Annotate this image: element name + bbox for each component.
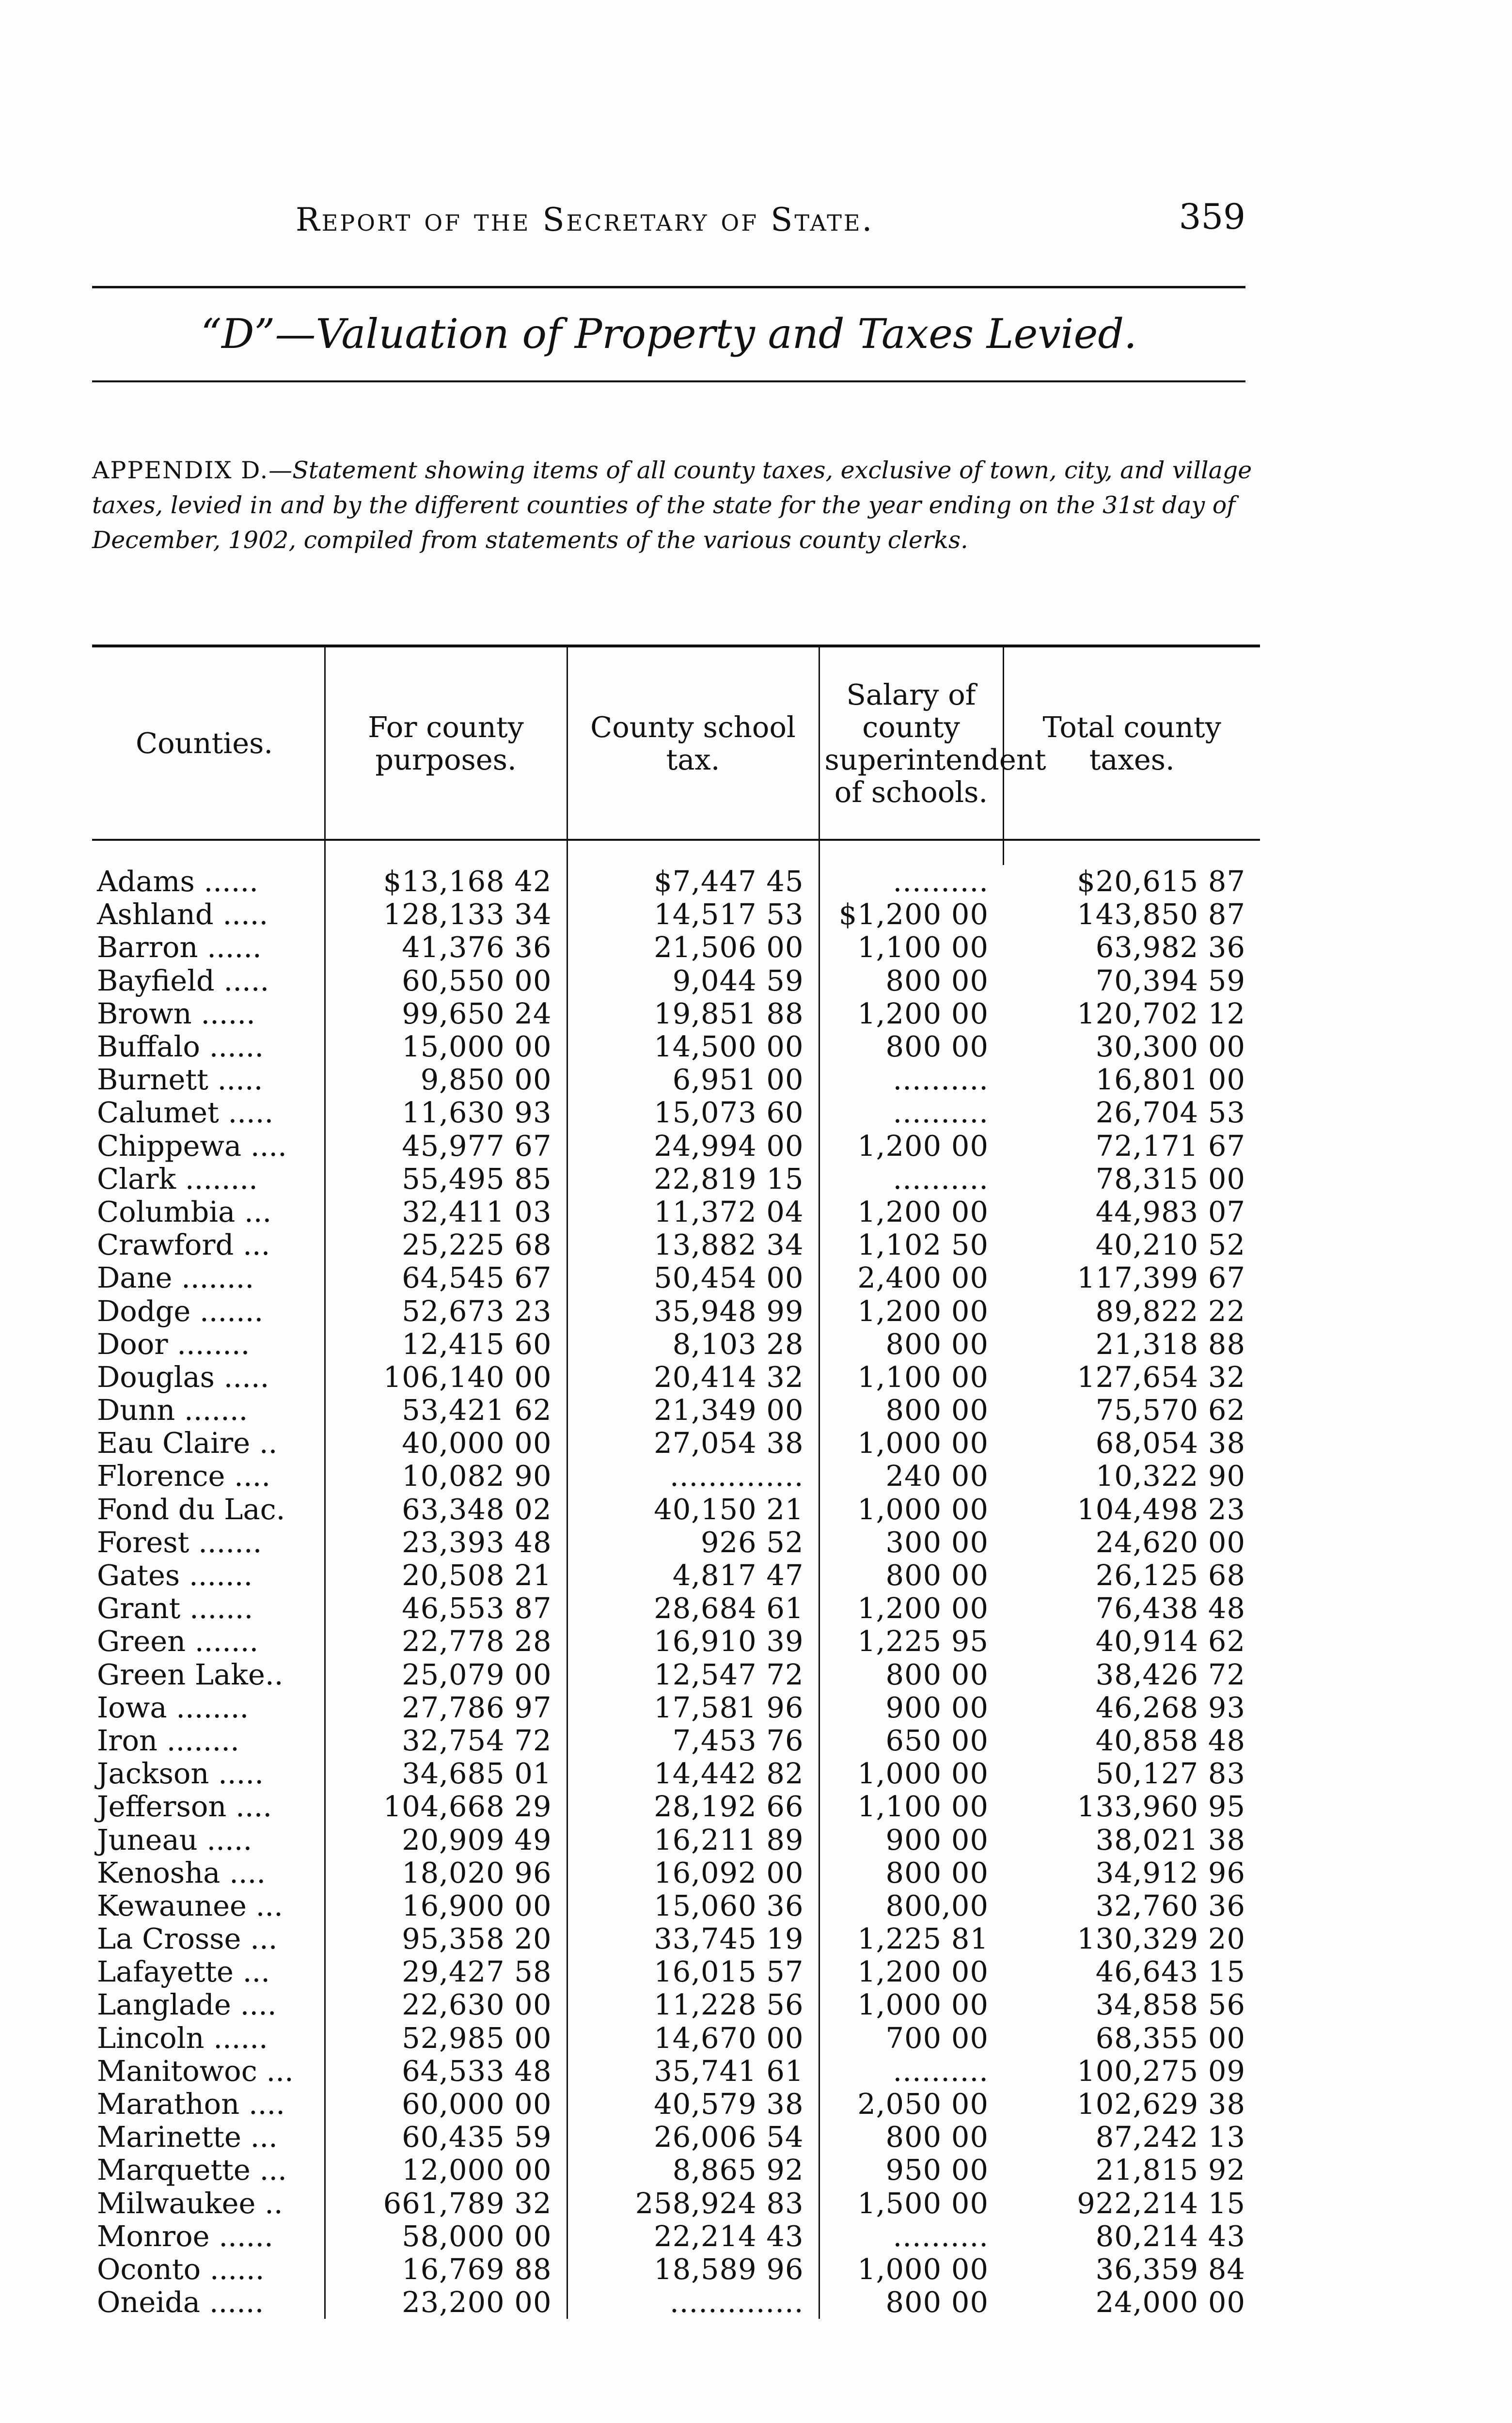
county-purposes-cell: 45,977 67 [325,1130,567,1163]
total-cell: 34,858 56 [1095,1988,1245,2022]
salary-cell: $1,200 00 [819,898,1003,931]
table-row [92,1658,1260,1691]
salary-cell: 800 00 [819,2121,1003,2154]
salary-cell: 800 00 [819,1857,1003,1889]
table-row [92,1922,1260,1955]
salary-cell: 1,200 00 [819,997,1003,1030]
school-tax-cell: 4,817 47 [567,1559,819,1592]
county-name-cell: Crawford ... [97,1228,270,1262]
total-cell: 50,127 83 [1095,1757,1245,1791]
salary-cell: 240 00 [819,1460,1003,1493]
total-cell: 80,214 43 [1095,2219,1245,2253]
county-name-cell: Jefferson .... [97,1790,272,1824]
school-tax-cell: 50,454 00 [567,1261,819,1294]
county-name-cell: Kenosha .... [97,1856,266,1889]
county-purposes-cell: 10,082 90 [325,1460,567,1493]
total-cell: 120,702 12 [1077,996,1245,1030]
county-purposes-cell: 52,985 00 [325,2022,567,2055]
school-tax-cell: 40,150 21 [567,1493,819,1526]
county-purposes-cell: 104,668 29 [325,1790,567,1823]
salary-cell: 950 00 [819,2154,1003,2187]
school-tax-cell: 12,547 72 [567,1658,819,1691]
table-row [92,1328,1260,1361]
county-name-cell: Burnett ..... [97,1063,263,1097]
county-purposes-cell: 25,225 68 [325,1228,567,1261]
county-purposes-cell: 15,000 00 [325,1030,567,1063]
school-tax-cell: 11,372 04 [567,1196,819,1228]
county-purposes-cell: 22,778 28 [325,1625,567,1658]
total-cell: $20,615 87 [1077,865,1245,898]
column-header-total: Total county taxes. [1003,646,1260,840]
column-header-salary: Salary of county superintendent of schools. [819,646,1003,840]
total-cell: 34,912 96 [1095,1856,1245,1889]
county-purposes-cell: 18,020 96 [325,1857,567,1889]
table-row [92,2055,1260,2088]
column-header-county-purposes: For county purposes. [325,646,567,840]
county-purposes-cell: 95,358 20 [325,1922,567,1955]
table-row [92,1857,1260,1889]
total-cell: 68,054 38 [1095,1426,1245,1460]
table-row [92,1130,1260,1163]
salary-cell: 1,225 81 [819,1922,1003,1955]
school-tax-cell: 27,054 38 [567,1427,819,1460]
page-number: 359 [1179,196,1245,237]
school-tax-cell: 16,092 00 [567,1857,819,1889]
county-name-cell: Douglas ..... [97,1360,269,1394]
county-name-cell: Buffalo ...... [97,1030,264,1064]
county-name-cell: Oconto ...... [97,2252,265,2286]
total-cell: 24,000 00 [1095,2285,1245,2319]
school-tax-cell: 28,684 61 [567,1592,819,1625]
county-name-cell: Eau Claire .. [97,1426,278,1460]
county-name-cell: Chippewa .... [97,1129,287,1163]
total-cell: 16,801 00 [1095,1063,1245,1097]
table-row [92,1427,1260,1460]
school-tax-cell: 20,414 32 [567,1361,819,1394]
school-tax-cell: 926 52 [567,1526,819,1559]
county-name-cell: Clark ........ [97,1162,258,1196]
school-tax-cell: 16,910 39 [567,1625,819,1658]
table-row [92,865,1260,898]
table-row [92,2286,1260,2319]
school-tax-cell: 26,006 54 [567,2121,819,2154]
county-name-cell: Florence .... [97,1459,271,1493]
county-tax-table [92,645,1260,2319]
table-row [92,1096,1260,1129]
salary-cell: 1,100 00 [819,931,1003,964]
county-name-cell: Green Lake.. [97,1657,284,1691]
county-purposes-cell: 64,545 67 [325,1261,567,1294]
table-row [92,1592,1260,1625]
county-purposes-cell: 29,427 58 [325,1955,567,1988]
total-cell: 68,355 00 [1095,2021,1245,2055]
county-purposes-cell: 58,000 00 [325,2220,567,2253]
county-name-cell: Green ....... [97,1624,259,1658]
county-purposes-cell: 63,348 02 [325,1493,567,1526]
county-name-cell: Dane ........ [97,1261,254,1295]
total-cell: 26,704 53 [1095,1096,1245,1130]
table-row [92,1988,1260,2021]
total-cell: 100,275 09 [1077,2054,1245,2088]
salary-cell: 1,000 00 [819,2253,1003,2286]
school-tax-cell: 14,442 82 [567,1757,819,1790]
total-cell: 38,021 38 [1095,1823,1245,1857]
county-purposes-cell: $13,168 42 [325,865,567,898]
school-tax-cell: 28,192 66 [567,1790,819,1823]
salary-cell: 1,200 00 [819,1130,1003,1163]
salary-cell: 1,500 00 [819,2187,1003,2220]
salary-cell: 800 00 [819,1394,1003,1427]
salary-cell: 1,102 50 [819,1228,1003,1261]
total-cell: 78,315 00 [1095,1162,1245,1196]
table-row [92,2253,1260,2286]
total-cell: 40,914 62 [1095,1624,1245,1658]
salary-cell: 1,225 95 [819,1625,1003,1658]
county-name-cell: Barron ...... [97,930,262,964]
salary-cell: .......... [819,1096,1003,1129]
school-tax-cell: 14,517 53 [567,898,819,931]
total-cell: 75,570 62 [1095,1393,1245,1427]
total-cell: 40,858 48 [1095,1723,1245,1757]
table-row [92,1889,1260,1922]
county-purposes-cell: 41,376 36 [325,931,567,964]
county-name-cell: Lincoln ...... [97,2021,268,2055]
salary-cell: 1,000 00 [819,1427,1003,1460]
school-tax-cell: 258,924 83 [567,2187,819,2220]
school-tax-cell: 14,500 00 [567,1030,819,1063]
school-tax-cell: 21,506 00 [567,931,819,964]
total-cell: 21,318 88 [1095,1327,1245,1361]
salary-cell: 1,000 00 [819,1757,1003,1790]
salary-cell: 800 00 [819,1030,1003,1063]
school-tax-cell: 22,214 43 [567,2220,819,2253]
county-name-cell: Marathon .... [97,2087,285,2121]
county-purposes-cell: 46,553 87 [325,1592,567,1625]
salary-cell: 800 00 [819,1658,1003,1691]
table-row [92,1625,1260,1658]
salary-cell: 1,000 00 [819,1988,1003,2021]
school-tax-cell: 8,103 28 [567,1328,819,1361]
total-cell: 133,960 95 [1077,1790,1245,1824]
table-row [92,1228,1260,1261]
table-row [92,1460,1260,1493]
county-name-cell: Oneida ...... [97,2285,264,2319]
school-tax-cell: 22,819 15 [567,1163,819,1196]
school-tax-cell: 13,882 34 [567,1228,819,1261]
table-row [92,1163,1260,1196]
county-name-cell: Columbia ... [97,1195,272,1228]
total-cell: 36,359 84 [1095,2252,1245,2286]
salary-cell: 1,100 00 [819,1361,1003,1394]
total-cell: 127,654 32 [1077,1360,1245,1394]
table-row [92,1955,1260,1988]
county-name-cell: Monroe ...... [97,2219,273,2253]
total-cell: 24,620 00 [1095,1525,1245,1559]
total-cell: 10,322 90 [1095,1459,1245,1493]
school-tax-cell: 16,015 57 [567,1955,819,1988]
table-row [92,1196,1260,1228]
table-row [92,1394,1260,1427]
table-row [92,2220,1260,2253]
salary-cell: 700 00 [819,2022,1003,2055]
table-row [92,997,1260,1030]
county-purposes-cell: 9,850 00 [325,1063,567,1096]
school-tax-cell: $7,447 45 [567,865,819,898]
salary-cell: 1,000 00 [819,1493,1003,1526]
appendix-intro [92,453,1260,558]
county-name-cell: La Crosse ... [97,1922,278,1956]
county-purposes-cell: 52,673 23 [325,1294,567,1327]
total-cell: 89,822 22 [1095,1294,1245,1328]
salary-cell: 1,200 00 [819,1294,1003,1327]
county-name-cell: Dunn ....... [97,1393,248,1427]
county-purposes-cell: 661,789 32 [325,2187,567,2220]
school-tax-cell: 11,228 56 [567,1988,819,2021]
table-row [92,2022,1260,2055]
column-header-counties: Counties. [92,646,325,840]
total-cell: 922,214 15 [1077,2186,1245,2220]
table-row [92,1823,1260,1856]
running-title: Report of the Secretary of State. [296,201,874,238]
school-tax-cell: .............. [567,1460,819,1493]
county-name-cell: Langlade .... [97,1988,277,2022]
county-purposes-cell: 12,000 00 [325,2154,567,2187]
school-tax-cell: 16,211 89 [567,1823,819,1856]
total-cell: 21,815 92 [1095,2153,1245,2187]
table-row [92,2154,1260,2187]
table-row [92,1030,1260,1063]
county-purposes-cell: 16,900 00 [325,1889,567,1922]
county-name-cell: Brown ...... [97,996,255,1030]
county-name-cell: Door ........ [97,1327,250,1361]
county-purposes-cell: 20,508 21 [325,1559,567,1592]
table-row [92,1063,1260,1096]
county-purposes-cell: 60,000 00 [325,2088,567,2121]
table-row [92,1526,1260,1559]
salary-cell: 800 00 [819,964,1003,997]
column-header-school-tax: County school tax. [567,646,819,840]
county-purposes-cell: 64,533 48 [325,2055,567,2088]
school-tax-cell: 33,745 19 [567,1922,819,1955]
county-name-cell: Forest ....... [97,1525,262,1559]
table-row [92,2121,1260,2154]
salary-cell: 1,200 00 [819,1592,1003,1625]
salary-cell: 800 00 [819,1559,1003,1592]
appendix-description: —Statement showing items of all county taxes, exclusive of town, city, and village taxes, levied in and by the different counties of the state for the year ending on the 31st day of December, 1902, compiled from statements of the various county clerks. [92,456,1252,554]
table-body [92,840,1260,2319]
county-name-cell: Marquette ... [97,2153,287,2187]
school-tax-cell: 6,951 00 [567,1063,819,1096]
salary-cell: 800 00 [819,2286,1003,2319]
total-cell: 46,643 15 [1095,1955,1245,1989]
table-row [92,2088,1260,2121]
salary-cell: 1,100 00 [819,1790,1003,1823]
table-row [92,1757,1260,1790]
salary-cell: .......... [819,2220,1003,2253]
salary-cell: 650 00 [819,1724,1003,1757]
school-tax-cell: 40,579 38 [567,2088,819,2121]
county-purposes-cell: 60,435 59 [325,2121,567,2154]
salary-cell: .......... [819,2055,1003,2088]
county-purposes-cell: 32,411 03 [325,1196,567,1228]
county-purposes-cell: 16,769 88 [325,2253,567,2286]
county-name-cell: Calumet ..... [97,1096,274,1130]
school-tax-cell: 24,994 00 [567,1130,819,1163]
total-cell: 26,125 68 [1095,1558,1245,1592]
salary-cell: .......... [819,865,1003,898]
salary-cell: 800 00 [819,1328,1003,1361]
salary-cell: 300 00 [819,1526,1003,1559]
total-cell: 38,426 72 [1095,1657,1245,1691]
total-cell: 44,983 07 [1095,1195,1245,1228]
table-row [92,1493,1260,1526]
salary-cell: .......... [819,1063,1003,1096]
total-cell: 104,498 23 [1077,1492,1245,1526]
total-cell: 117,399 67 [1077,1261,1245,1295]
county-name-cell: Dodge ....... [97,1294,264,1328]
county-purposes-cell: 25,079 00 [325,1658,567,1691]
county-purposes-cell: 32,754 72 [325,1724,567,1757]
table-row [92,964,1260,997]
county-name-cell: Iowa ........ [97,1690,249,1724]
page-header [92,196,1245,254]
county-purposes-cell: 99,650 24 [325,997,567,1030]
salary-cell: 900 00 [819,1823,1003,1856]
school-tax-cell: 14,670 00 [567,2022,819,2055]
county-name-cell: Grant ....... [97,1591,253,1625]
school-tax-cell: 17,581 96 [567,1691,819,1724]
table-header-row [92,646,1260,840]
school-tax-cell: .............. [567,2286,819,2319]
county-purposes-cell: 106,140 00 [325,1361,567,1394]
county-purposes-cell: 53,421 62 [325,1394,567,1427]
header-rule [92,286,1245,288]
total-cell: 72,171 67 [1095,1129,1245,1163]
county-purposes-cell: 34,685 01 [325,1757,567,1790]
county-name-cell: Manitowoc ... [97,2054,294,2088]
school-tax-cell: 8,865 92 [567,2154,819,2187]
total-cell: 30,300 00 [1095,1030,1245,1064]
salary-cell: 2,050 00 [819,2088,1003,2121]
table-row [92,1294,1260,1327]
county-purposes-cell: 27,786 97 [325,1691,567,1724]
school-tax-cell: 7,453 76 [567,1724,819,1757]
county-purposes-cell: 128,133 34 [325,898,567,931]
appendix-label: APPENDIX D. [92,456,269,484]
total-cell: 143,850 87 [1077,897,1245,931]
total-cell: 46,268 93 [1095,1690,1245,1724]
table-row [92,2187,1260,2220]
table-row [92,1790,1260,1823]
county-name-cell: Marinette ... [97,2120,278,2154]
table-spacer-row [92,840,1260,865]
total-cell: 102,629 38 [1077,2087,1245,2121]
county-purposes-cell: 40,000 00 [325,1427,567,1460]
school-tax-cell: 9,044 59 [567,964,819,997]
total-cell: 87,242 13 [1095,2120,1245,2154]
table-row [92,1691,1260,1724]
county-purposes-cell: 23,393 48 [325,1526,567,1559]
county-name-cell: Bayfield ..... [97,963,269,997]
county-purposes-cell: 60,550 00 [325,964,567,997]
total-cell: 70,394 59 [1095,963,1245,997]
county-name-cell: Jackson ..... [97,1757,264,1791]
salary-cell: 2,400 00 [819,1261,1003,1294]
school-tax-cell: 21,349 00 [567,1394,819,1427]
salary-cell: .......... [819,1163,1003,1196]
table-row [92,1361,1260,1394]
county-purposes-cell: 20,909 49 [325,1823,567,1856]
salary-cell: 1,200 00 [819,1955,1003,1988]
table-row [92,898,1260,931]
title-rule [92,380,1245,382]
total-cell: 40,210 52 [1095,1228,1245,1262]
county-name-cell: Milwaukee .. [97,2186,283,2220]
county-name-cell: Juneau ..... [97,1823,252,1857]
county-purposes-cell: 55,495 85 [325,1163,567,1196]
county-name-cell: Fond du Lac. [97,1492,285,1526]
county-name-cell: Lafayette ... [97,1955,270,1989]
county-name-cell: Ashland ..... [97,897,268,931]
county-name-cell: Iron ........ [97,1723,239,1757]
county-purposes-cell: 11,630 93 [325,1096,567,1129]
total-cell: 63,982 36 [1095,930,1245,964]
school-tax-cell: 19,851 88 [567,997,819,1030]
county-name-cell: Gates ....... [97,1558,253,1592]
total-cell: 76,438 48 [1095,1591,1245,1625]
school-tax-cell: 35,741 61 [567,2055,819,2088]
total-cell: 130,329 20 [1077,1922,1245,1956]
section-title: “D”—Valuation of Property and Taxes Levied. [201,310,1137,358]
salary-cell: 800,00 [819,1889,1003,1922]
table-row [92,1724,1260,1757]
table-row [92,931,1260,964]
salary-cell: 900 00 [819,1691,1003,1724]
county-name-cell: Kewaunee ... [97,1888,283,1922]
salary-cell: 1,200 00 [819,1196,1003,1228]
county-purposes-cell: 22,630 00 [325,1988,567,2021]
county-purposes-cell: 12,415 60 [325,1328,567,1361]
county-name-cell: Adams ...... [97,865,259,898]
school-tax-cell: 15,060 36 [567,1889,819,1922]
table-row [92,1261,1260,1294]
school-tax-cell: 18,589 96 [567,2253,819,2286]
total-cell: 32,760 36 [1095,1888,1245,1922]
table-row [92,1559,1260,1592]
county-purposes-cell: 23,200 00 [325,2286,567,2319]
school-tax-cell: 35,948 99 [567,1294,819,1327]
school-tax-cell: 15,073 60 [567,1096,819,1129]
